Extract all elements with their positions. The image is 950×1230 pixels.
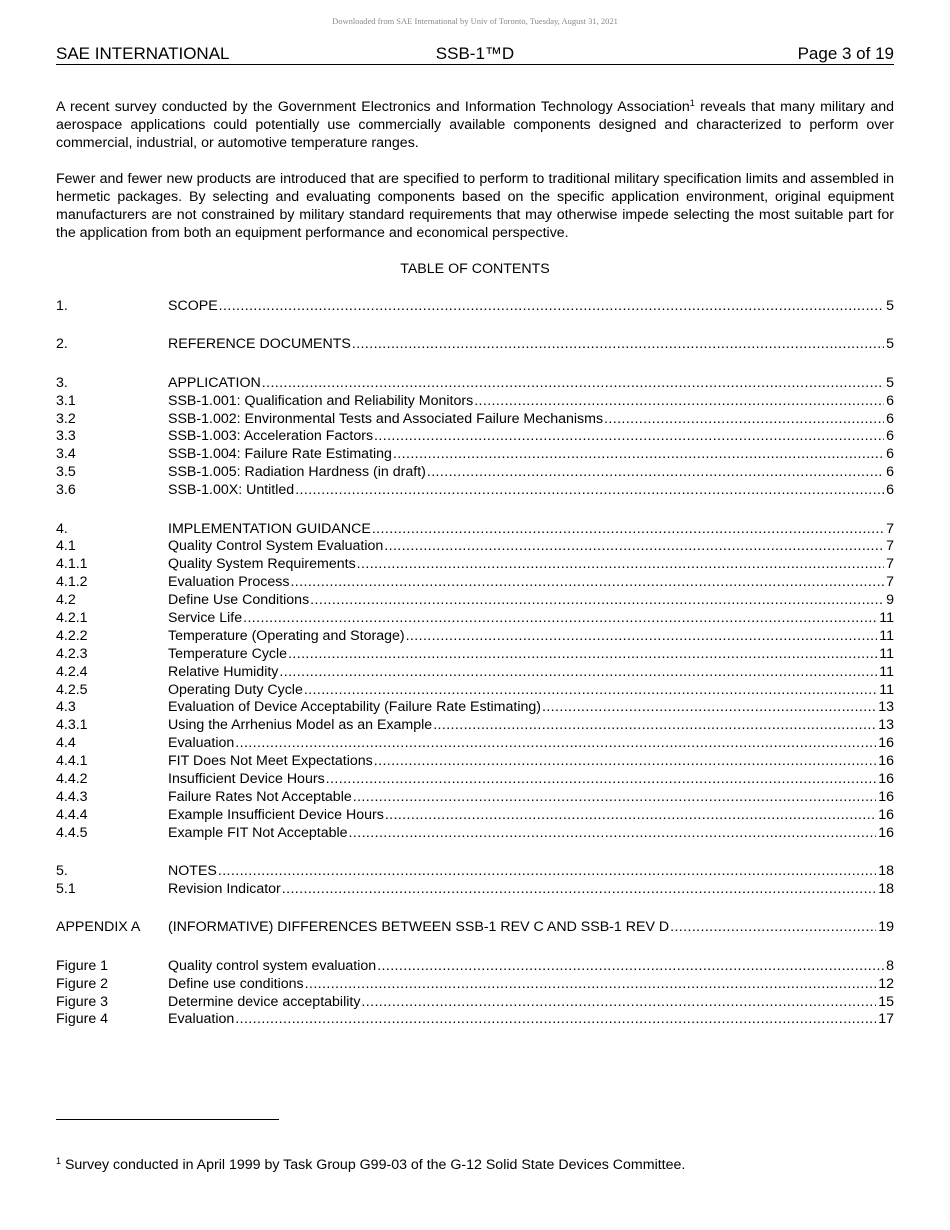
- toc-dot-leader: [304, 682, 877, 700]
- toc-entry-title[interactable]: SSB-1.005: Radiation Hardness (in draft): [168, 464, 426, 481]
- toc-dot-leader: [243, 610, 877, 628]
- toc-entry-page: 13: [878, 699, 894, 716]
- toc-entry[interactable]: [56, 298, 894, 316]
- intro-text-1b: reveals that many military and aerospace applications could potentially use commercially available components designed and characterized to perform over commercial, industrial, or automotive temperature ranges.: [56, 99, 894, 151]
- toc-entry-number: 4.2.1: [56, 609, 88, 626]
- toc-entry-line: [168, 610, 894, 628]
- toc-entry-title[interactable]: Insufficient Device Hours: [168, 770, 325, 787]
- toc-entry-number: 1.: [56, 298, 68, 314]
- toc-entry-number: 4.4.5: [56, 824, 88, 841]
- toc-entry-title[interactable]: Quality Control System Evaluation: [168, 538, 384, 555]
- toc-entry-number: 4.2.2: [56, 627, 88, 644]
- toc-entry-title[interactable]: SSB-1.00X: Untitled: [168, 482, 295, 499]
- toc-entry[interactable]: [56, 994, 894, 1012]
- toc-entry-number: 4.4.2: [56, 770, 88, 787]
- toc-entry-number: 4.1.1: [56, 556, 88, 573]
- toc-entry-title[interactable]: Temperature Cycle: [168, 645, 288, 662]
- toc-dot-leader: [374, 753, 876, 771]
- toc-dot-leader: [219, 298, 884, 316]
- toc-entry-page: 16: [878, 824, 894, 841]
- toc-entry-title[interactable]: Evaluation of Device Acceptability (Failure Rate Estimating): [168, 699, 541, 716]
- footnote-divider: [56, 1119, 279, 1120]
- toc-entry-page: 16: [878, 753, 894, 770]
- toc-entry-line: [168, 446, 894, 464]
- toc-entry-number: 4.4: [56, 735, 76, 752]
- toc-dot-leader: [433, 717, 876, 735]
- toc-entry-line: [168, 574, 894, 592]
- toc-group: [56, 375, 894, 500]
- toc-entry[interactable]: [56, 753, 894, 771]
- toc-entry-title[interactable]: FIT Does Not Meet Expectations: [168, 753, 373, 770]
- toc-entry[interactable]: [56, 919, 894, 937]
- header-page-number: Page 3 of 19: [797, 44, 894, 63]
- toc-dot-leader: [279, 664, 877, 682]
- toc-entry-page: 5: [886, 374, 894, 391]
- toc-entry-number: 4.4.4: [56, 806, 88, 823]
- toc-entry-line: [168, 556, 894, 574]
- toc-entry[interactable]: [56, 556, 894, 574]
- toc-entry-line: [168, 336, 894, 354]
- toc-entry-page: 11: [879, 663, 894, 680]
- toc-entry-number: APPENDIX A: [56, 919, 141, 936]
- toc-entry[interactable]: [56, 807, 894, 825]
- toc-entry-number: 4.3.1: [56, 717, 88, 734]
- toc-entry-number: 3.1: [56, 392, 76, 409]
- toc-entry-line: [168, 521, 894, 539]
- toc-dot-leader: [282, 881, 876, 899]
- toc-entry-line: [168, 464, 894, 482]
- toc-group: [56, 863, 894, 899]
- toc-entry-number: 3.4: [56, 446, 76, 463]
- toc-entry-number: 4.4.1: [56, 753, 88, 770]
- footnote: [56, 1156, 685, 1174]
- toc-entry-line: [168, 789, 894, 807]
- toc-entry-page: 18: [878, 880, 894, 897]
- toc-entry-line: [168, 771, 894, 789]
- toc-entry-page: 7: [886, 556, 894, 573]
- toc-entry-number: 4.: [56, 520, 68, 537]
- toc-dot-leader: [474, 393, 884, 411]
- toc-dot-leader: [357, 556, 884, 574]
- toc-dot-leader: [290, 574, 884, 592]
- toc-entry[interactable]: [56, 628, 894, 646]
- toc-dot-leader: [604, 411, 884, 429]
- toc-entry-line: [168, 592, 894, 610]
- toc-group: [56, 958, 894, 1030]
- toc-entry-page: 16: [878, 770, 894, 787]
- toc-entry-number: 3.2: [56, 410, 76, 427]
- toc-entry-page: 16: [878, 806, 894, 823]
- toc-dot-leader: [288, 646, 877, 664]
- toc-entry-number: Figure 4: [56, 1011, 109, 1028]
- toc-entry-page: 11: [879, 681, 894, 698]
- toc-entry-line: [168, 976, 894, 994]
- toc-entry-title[interactable]: Define Use Conditions: [168, 592, 310, 609]
- toc-entry-title[interactable]: Define use conditions: [168, 975, 304, 992]
- toc-entry-title[interactable]: Quality System Requirements: [168, 556, 356, 573]
- toc-dot-leader: [218, 863, 876, 881]
- toc-entry-line: [168, 375, 894, 393]
- toc-entry-page: 7: [886, 574, 894, 591]
- toc-entry-page: 5: [886, 336, 894, 353]
- toc-entry[interactable]: [56, 789, 894, 807]
- toc-entry[interactable]: [56, 646, 894, 664]
- toc-dot-leader: [670, 919, 876, 937]
- toc-entry-page: 13: [878, 717, 894, 734]
- toc-entry[interactable]: [56, 538, 894, 556]
- toc-entry-line: [168, 298, 894, 316]
- toc-dot-leader: [349, 825, 877, 843]
- toc-entry-title[interactable]: REFERENCE DOCUMENTS: [168, 336, 351, 353]
- toc-entry[interactable]: [56, 735, 894, 753]
- toc-dot-leader: [235, 735, 876, 753]
- toc-entry-page: 16: [878, 788, 894, 805]
- toc-entry-number: Figure 3: [56, 993, 109, 1010]
- toc-entry-page: 8: [886, 957, 894, 974]
- toc-entry-page: 11: [879, 627, 894, 644]
- toc-entry[interactable]: [56, 446, 894, 464]
- toc-entry-number: 3.3: [56, 428, 76, 445]
- toc-entry-page: 17: [878, 1011, 894, 1028]
- toc-entry-page: 6: [886, 428, 894, 445]
- toc-entry-number: Figure 2: [56, 975, 109, 992]
- toc-entry-title[interactable]: APPLICATION: [168, 374, 261, 391]
- toc-entry[interactable]: [56, 699, 894, 717]
- toc-dot-leader: [393, 446, 884, 464]
- toc-entry[interactable]: [56, 574, 894, 592]
- toc-entry-page: 6: [886, 446, 894, 463]
- toc-entry-number: 3.: [56, 374, 68, 391]
- toc-entry-line: [168, 664, 894, 682]
- toc-entry-page: 19: [878, 919, 894, 936]
- toc-entry-page: 7: [886, 538, 894, 555]
- toc-entry-title[interactable]: Service Life: [168, 609, 243, 626]
- toc-entry-page: 6: [886, 410, 894, 427]
- toc-entry-title[interactable]: Operating Duty Cycle: [168, 681, 303, 698]
- toc-entry-title[interactable]: SSB-1.001: Qualification and Reliability Monitors: [168, 392, 474, 409]
- toc-entry-number: 4.2: [56, 592, 76, 609]
- intro-text-1a: A recent survey conducted by the Government Electronics and Information Technology Association: [56, 99, 690, 115]
- toc-dot-leader: [352, 336, 884, 354]
- toc-entry-page: 11: [879, 645, 894, 662]
- toc-entry-number: 4.3: [56, 699, 76, 716]
- toc-entry[interactable]: [56, 863, 894, 881]
- toc-entry[interactable]: [56, 1011, 894, 1029]
- toc-entry-title[interactable]: Using the Arrhenius Model as an Example: [168, 717, 433, 734]
- toc-dot-leader: [374, 428, 884, 446]
- toc-dot-leader: [372, 521, 884, 539]
- toc-group: [56, 919, 894, 937]
- toc-entry-number: 5.: [56, 863, 68, 880]
- toc-entry-page: 12: [878, 975, 894, 992]
- toc-entry-number: 4.2.4: [56, 663, 88, 680]
- page-header: [56, 44, 894, 65]
- toc-entry-line: [168, 807, 894, 825]
- table-of-contents: [56, 298, 894, 1050]
- toc-entry[interactable]: [56, 393, 894, 411]
- toc-entry[interactable]: [56, 958, 894, 976]
- toc-entry-title[interactable]: Evaluation: [168, 1011, 235, 1028]
- toc-entry[interactable]: [56, 825, 894, 843]
- toc-entry-page: 7: [886, 520, 894, 537]
- toc-dot-leader: [385, 807, 876, 825]
- toc-entry-line: [168, 958, 894, 976]
- footnote-text: Survey conducted in April 1999 by Task Group G99-03 of the G-12 Solid State Devices Committee.: [61, 1157, 686, 1173]
- toc-entry-number: 4.2.3: [56, 645, 88, 662]
- toc-dot-leader: [384, 538, 884, 556]
- toc-entry-title[interactable]: Relative Humidity: [168, 663, 279, 680]
- toc-entry[interactable]: [56, 717, 894, 735]
- toc-dot-leader: [353, 789, 876, 807]
- toc-entry-page: 9: [886, 592, 894, 609]
- toc-entry[interactable]: [56, 336, 894, 354]
- toc-entry-line: [168, 411, 894, 429]
- toc-entry[interactable]: [56, 428, 894, 446]
- toc-entry[interactable]: [56, 976, 894, 994]
- toc-group: [56, 336, 894, 354]
- toc-title: TABLE OF CONTENTS: [400, 261, 550, 277]
- toc-entry-line: [168, 881, 894, 899]
- toc-entry-number: 3.5: [56, 464, 76, 481]
- toc-group: [56, 521, 894, 843]
- toc-entry-line: [168, 919, 894, 937]
- toc-entry-title[interactable]: Quality control system evaluation: [168, 957, 377, 974]
- header-organization: SAE INTERNATIONAL: [56, 44, 230, 63]
- toc-entry-line: [168, 753, 894, 771]
- toc-entry-title[interactable]: IMPLEMENTATION GUIDANCE: [168, 520, 371, 537]
- toc-entry[interactable]: [56, 682, 894, 700]
- toc-entry-page: 5: [886, 298, 894, 314]
- toc-entry-title[interactable]: Revision Indicator: [168, 880, 281, 897]
- toc-entry[interactable]: [56, 375, 894, 393]
- toc-entry-page: 6: [886, 392, 894, 409]
- toc-dot-leader: [305, 976, 877, 994]
- toc-entry[interactable]: [56, 411, 894, 429]
- toc-entry-title[interactable]: SSB-1.004: Failure Rate Estimating: [168, 446, 392, 463]
- toc-entry-number: 2.: [56, 336, 68, 353]
- toc-entry-title[interactable]: Example FIT Not Acceptable: [168, 824, 348, 841]
- toc-entry-line: [168, 393, 894, 411]
- toc-entry-title[interactable]: Example Insufficient Device Hours: [168, 806, 384, 823]
- toc-entry[interactable]: [56, 610, 894, 628]
- toc-dot-leader: [542, 699, 876, 717]
- toc-entry-page: 11: [879, 609, 894, 626]
- toc-entry[interactable]: [56, 482, 894, 500]
- toc-entry-title[interactable]: NOTES: [168, 863, 217, 880]
- intro-paragraph-1: [56, 98, 894, 152]
- toc-entry-line: [168, 735, 894, 753]
- toc-entry-title[interactable]: Evaluation Process: [168, 574, 290, 591]
- toc-entry-line: [168, 994, 894, 1012]
- toc-entry-line: [168, 682, 894, 700]
- toc-entry-number: 4.4.3: [56, 788, 88, 805]
- toc-entry-number: 4.1: [56, 538, 76, 555]
- toc-entry-line: [168, 628, 894, 646]
- toc-dot-leader: [310, 592, 884, 610]
- toc-entry[interactable]: [56, 881, 894, 899]
- toc-entry-title[interactable]: Determine device acceptability: [168, 993, 361, 1010]
- toc-entry-title[interactable]: SSB-1.003: Acceleration Factors: [168, 428, 374, 445]
- toc-dot-leader: [295, 482, 884, 500]
- toc-entry-line: [168, 482, 894, 500]
- toc-dot-leader: [406, 628, 878, 646]
- toc-dot-leader: [326, 771, 877, 789]
- intro-paragraph-2: Fewer and fewer new products are introduced that are specified to perform to traditional military specification limits and assembled in hermetic packages. By selecting and evaluating components based on the specific application environment, original equipment manufacturers are not constrained by military standard requirements that may otherwise impede selecting the most suitable part for the application from both an equipment performance and economical perspective.: [56, 171, 894, 241]
- footnote-reference[interactable]: 1: [689, 98, 695, 108]
- toc-entry-number: Figure 1: [56, 957, 109, 974]
- toc-entry-number: 4.1.2: [56, 574, 88, 591]
- toc-entry-title[interactable]: Failure Rates Not Acceptable: [168, 788, 352, 805]
- footnote-marker: 1: [56, 1156, 62, 1166]
- toc-entry[interactable]: [56, 771, 894, 789]
- toc-entry-line: [168, 538, 894, 556]
- toc-dot-leader: [361, 994, 876, 1012]
- toc-entry-page: 15: [878, 993, 894, 1010]
- toc-entry-page: 18: [878, 863, 894, 880]
- header-document-id: SSB-1™D: [435, 44, 515, 63]
- toc-entry-line: [168, 428, 894, 446]
- toc-entry-line: [168, 863, 894, 881]
- toc-entry-line: [168, 699, 894, 717]
- toc-entry-title[interactable]: SCOPE: [168, 298, 218, 314]
- toc-entry-number: 4.2.5: [56, 681, 88, 698]
- toc-entry-title[interactable]: Temperature (Operating and Storage): [168, 627, 405, 644]
- toc-entry-line: [168, 646, 894, 664]
- toc-entry-title[interactable]: (INFORMATIVE) DIFFERENCES BETWEEN SSB-1 REV C AND SSB-1 REV D: [168, 919, 670, 936]
- toc-entry-page: 16: [878, 735, 894, 752]
- toc-dot-leader: [377, 958, 884, 976]
- toc-entry[interactable]: [56, 592, 894, 610]
- download-watermark: Downloaded from SAE International by Univ of Toronto, Tuesday, August 31, 2021: [332, 16, 618, 26]
- toc-entry-page: 6: [886, 482, 894, 499]
- toc-entry-page: 6: [886, 464, 894, 481]
- toc-entry[interactable]: [56, 464, 894, 482]
- toc-entry-title[interactable]: Evaluation: [168, 735, 235, 752]
- toc-dot-leader: [262, 375, 884, 393]
- toc-entry-number: 5.1: [56, 880, 76, 897]
- toc-entry-line: [168, 717, 894, 735]
- toc-entry-number: 3.6: [56, 482, 76, 499]
- toc-entry[interactable]: [56, 664, 894, 682]
- toc-dot-leader: [427, 464, 884, 482]
- toc-entry-line: [168, 825, 894, 843]
- toc-entry-title[interactable]: SSB-1.002: Environmental Tests and Associated Failure Mechanisms: [168, 410, 604, 427]
- toc-entry[interactable]: [56, 521, 894, 539]
- toc-dot-leader: [235, 1011, 876, 1029]
- toc-entry-line: [168, 1011, 894, 1029]
- toc-group: [56, 298, 894, 316]
